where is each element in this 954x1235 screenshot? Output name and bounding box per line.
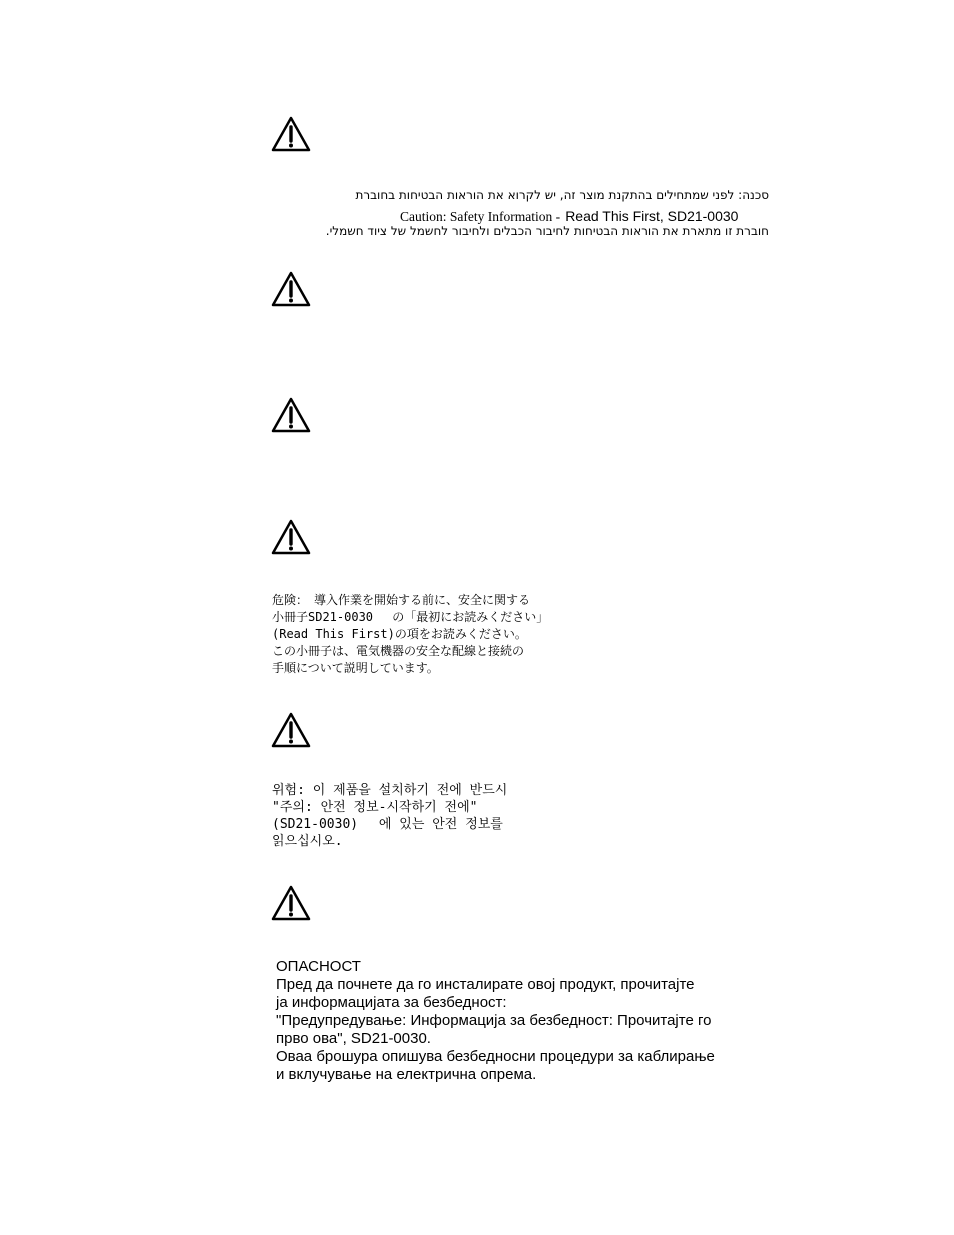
japanese-line: (Read This First)の項をお読みください。 — [272, 627, 527, 641]
japanese-notice — [272, 592, 548, 677]
warning-triangle-icon — [270, 711, 312, 749]
warning-triangle-icon — [270, 115, 312, 153]
korean-line: 읽으십시오. — [272, 834, 343, 849]
korean-line: 위험: 이 제품을 설치하기 전에 반드시 — [272, 783, 508, 798]
warning-triangle-icon — [270, 396, 312, 434]
caption-serif: Caution: Safety Information - — [400, 209, 561, 224]
warning-triangle-icon — [270, 270, 312, 308]
hebrew-caption — [400, 206, 738, 225]
macedonian-line: и вклучување на електрична опрема. — [276, 1066, 537, 1083]
hebrew-line-1: סכנה: לפני שמתחילים בהתקנת מוצר זה, יש לקרוא את הוראות הבטיחות בחוברת — [355, 188, 769, 202]
macedonian-line: "Предупредување: Информација за безбедност: Прочитајте го — [276, 1012, 712, 1029]
caption-sans: Read This First, SD21-0030 — [565, 208, 739, 224]
macedonian-notice — [276, 958, 715, 1084]
japanese-line: 小冊子SD21-0030 の「最初にお読みください」 — [272, 610, 549, 624]
macedonian-line: Пред да почнете да го инсталирате овој продукт, прочитајте — [276, 976, 695, 993]
korean-line: "주의: 안전 정보-시작하기 전에" — [272, 800, 478, 815]
macedonian-line: ја информацијата за безбедност: — [276, 994, 507, 1011]
japanese-line: 危険： 導入作業を開始する前に、安全に関する — [272, 593, 531, 607]
hebrew-line-3: חוברת זו מתארת את הוראות הבטיחות לחיבור הכבלים ולחיבור לחשמל של ציוד חשמלי. — [325, 224, 769, 238]
macedonian-heading: ОПАСНОСТ — [276, 958, 361, 975]
macedonian-line: Оваа брошура опишува безбедносни процедури за каблирање — [276, 1048, 715, 1065]
warning-triangle-icon — [270, 518, 312, 556]
korean-notice — [272, 782, 507, 850]
japanese-line: 手順について説明しています。 — [272, 661, 439, 675]
macedonian-line: прво ова", SD21-0030. — [276, 1030, 431, 1047]
korean-line: (SD21-0030) 에 있는 안전 정보를 — [272, 817, 503, 832]
japanese-line: この小冊子は、電気機器の安全な配線と接続の — [272, 644, 525, 658]
warning-triangle-icon — [270, 884, 312, 922]
